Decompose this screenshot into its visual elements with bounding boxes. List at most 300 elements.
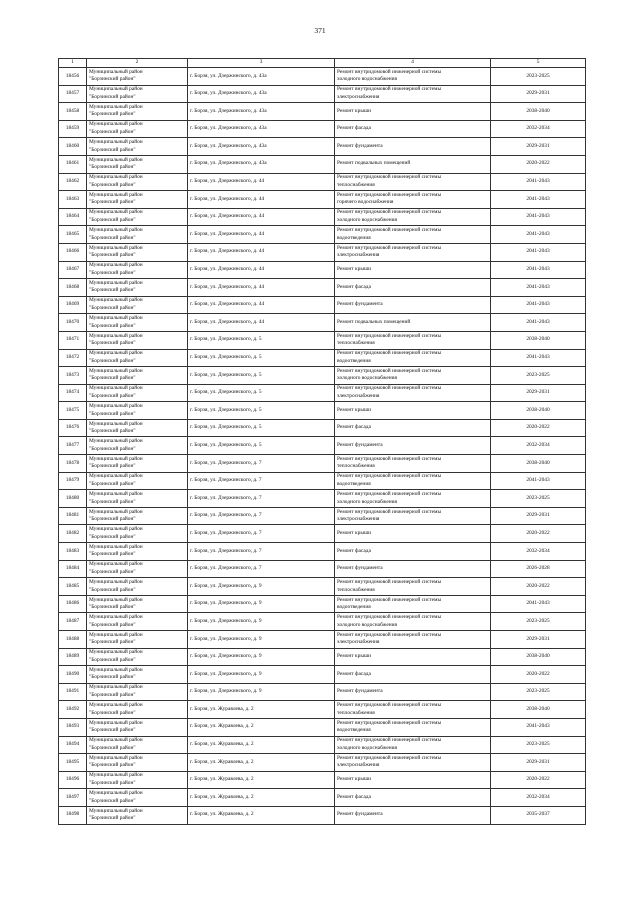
period-cell-text: 2023-2025 — [526, 371, 550, 378]
district-cell-text: Муниципальный район "Борзинский район" — [89, 244, 143, 259]
period-cell — [491, 402, 586, 420]
address-cell-text: г. Борзя, ул. Дзержинского, д. 44 — [190, 283, 265, 290]
address-cell — [188, 595, 335, 613]
address-cell-text: г. Борзя, ул. Журавлева, д. 2 — [190, 741, 254, 748]
period-cell-text: 2020-2022 — [526, 670, 550, 677]
district-cell — [87, 490, 188, 508]
row-number-cell-text: 18473 — [65, 371, 80, 378]
period-cell — [491, 560, 586, 578]
address-cell-text: г. Борзя, ул. Дзержинского, д. 43а — [190, 107, 267, 114]
period-cell — [491, 261, 586, 279]
work-type-cell — [335, 384, 491, 402]
address-cell — [188, 331, 335, 349]
table-row — [59, 155, 586, 173]
period-cell-text: 2020-2022 — [526, 424, 550, 431]
address-cell-text: г. Борзя, ул. Дзержинского, д. 5 — [190, 424, 262, 431]
work-type-cell-text: Ремонт крыши — [337, 406, 371, 413]
address-cell — [188, 806, 335, 824]
table-row — [59, 367, 586, 385]
work-type-cell — [335, 507, 491, 525]
period-cell — [491, 543, 586, 561]
address-cell — [188, 120, 335, 138]
district-cell-text: Муниципальный район "Борзинский район" — [89, 666, 143, 681]
table-row — [59, 68, 586, 86]
work-type-cell — [335, 736, 491, 754]
work-type-cell — [335, 543, 491, 561]
district-cell-text: Муниципальный район "Борзинский район" — [89, 315, 143, 329]
district-cell — [87, 68, 188, 86]
table-row — [59, 525, 586, 543]
work-type-cell-text: Ремонт внутридомовой инженерной системы холодного водоснабжения — [337, 614, 442, 628]
address-cell — [188, 279, 335, 297]
work-type-cell — [335, 683, 491, 701]
address-cell — [188, 754, 335, 772]
row-number-cell-text: 18465 — [65, 230, 80, 237]
address-cell — [188, 419, 335, 437]
period-cell-text: 2041-2043 — [526, 477, 550, 484]
district-cell — [87, 525, 188, 543]
address-cell — [188, 296, 335, 314]
district-cell-text: Муниципальный район "Борзинский район" — [89, 103, 143, 118]
table-row — [59, 103, 586, 121]
row-number-cell — [59, 402, 87, 420]
period-cell-text: 2029-2031 — [526, 635, 550, 642]
period-cell-text: 2038-2040 — [526, 406, 550, 413]
work-type-cell — [335, 226, 491, 244]
row-number-cell-text: 18475 — [65, 406, 80, 413]
address-cell-text: г. Борзя, ул. Журавлева, д. 2 — [190, 758, 254, 765]
district-cell-text: Муниципальный район "Борзинский район" — [89, 702, 143, 716]
address-cell-text: г. Борзя, ул. Дзержинского, д. 44 — [190, 230, 265, 237]
address-cell-text: г. Борзя, ул. Журавлева, д. 2 — [190, 811, 254, 818]
district-cell-text: Муниципальный район "Борзинский район" — [89, 543, 143, 558]
period-cell — [491, 226, 586, 244]
period-cell-text: 2041-2043 — [526, 178, 550, 185]
period-cell-text: 2020-2022 — [526, 529, 550, 536]
period-cell — [491, 789, 586, 807]
address-cell — [188, 789, 335, 807]
address-cell — [188, 437, 335, 455]
district-cell — [87, 384, 188, 402]
district-cell-text: Муниципальный район "Борзинский район" — [89, 262, 143, 276]
district-cell-text: Муниципальный район "Борзинский район" — [89, 174, 143, 188]
work-type-cell-text: Ремонт фасада — [337, 670, 371, 677]
district-cell — [87, 208, 188, 226]
address-cell — [188, 191, 335, 209]
work-type-cell-text: Ремонт внутридомовой инженерной системы электроснабжения — [337, 244, 442, 259]
district-cell-text: Муниципальный район "Борзинский район" — [89, 156, 143, 171]
district-cell-text: Муниципальный район "Борзинский район" — [89, 455, 143, 470]
address-cell — [188, 560, 335, 578]
address-cell — [188, 226, 335, 244]
work-type-cell — [335, 279, 491, 297]
period-cell-text: 2038-2040 — [526, 705, 550, 712]
address-cell — [188, 507, 335, 525]
row-number-cell — [59, 243, 87, 261]
period-cell — [491, 173, 586, 191]
row-number-cell — [59, 138, 87, 156]
row-number-cell — [59, 208, 87, 226]
table-row — [59, 402, 586, 420]
address-cell — [188, 490, 335, 508]
row-number-cell-text: 18477 — [65, 441, 80, 448]
row-number-cell — [59, 279, 87, 297]
table-row — [59, 419, 586, 437]
table-row — [59, 806, 586, 824]
period-cell-text: 2032-2034 — [526, 125, 550, 132]
row-number-cell — [59, 314, 87, 332]
row-number-cell — [59, 437, 87, 455]
period-cell — [491, 771, 586, 789]
address-cell — [188, 384, 335, 402]
work-type-cell-text: Ремонт внутридомовой инженерной системы электроснабжения — [337, 631, 442, 646]
work-type-cell — [335, 314, 491, 332]
row-number-cell-text: 18468 — [65, 283, 80, 290]
row-number-cell-text: 18485 — [65, 582, 80, 589]
period-cell — [491, 243, 586, 261]
period-cell-text: 2026-2028 — [526, 565, 550, 572]
row-number-cell-text: 18483 — [65, 547, 80, 554]
period-cell-text: 2041-2043 — [526, 195, 550, 202]
period-cell-text: 2023-2025 — [526, 688, 550, 695]
row-number-cell — [59, 331, 87, 349]
address-cell-text: г. Борзя, ул. Дзержинского, д. 44 — [190, 248, 265, 255]
table-row — [59, 349, 586, 367]
address-cell-text: г. Борзя, ул. Дзержинского, д. 9 — [190, 670, 262, 677]
work-type-cell-text: Ремонт фасада — [337, 793, 371, 800]
work-type-cell-text: Ремонт крыши — [337, 266, 371, 273]
district-cell-text: Муниципальный район "Борзинский район" — [89, 297, 143, 312]
district-cell — [87, 279, 188, 297]
address-cell — [188, 138, 335, 156]
district-cell — [87, 296, 188, 314]
table-row — [59, 314, 586, 332]
address-cell — [188, 243, 335, 261]
address-cell — [188, 85, 335, 103]
row-number-cell-text: 18467 — [65, 266, 80, 273]
row-number-cell-text: 18470 — [65, 318, 80, 325]
district-cell — [87, 560, 188, 578]
row-number-cell — [59, 718, 87, 736]
table-row — [59, 789, 586, 807]
period-cell — [491, 472, 586, 490]
period-cell-text: 2029-2031 — [526, 389, 550, 396]
work-type-cell-text: Ремонт внутридомовой инженерной системы теплоснабжения — [337, 332, 442, 347]
row-number-cell — [59, 226, 87, 244]
row-number-cell — [59, 525, 87, 543]
work-type-cell — [335, 455, 491, 473]
row-number-cell-text: 18469 — [65, 301, 80, 308]
address-cell-text: г. Борзя, ул. Дзержинского, д. 9 — [190, 600, 262, 607]
row-number-cell-text: 18464 — [65, 213, 80, 220]
row-number-cell-text: 18472 — [65, 354, 80, 360]
work-type-cell — [335, 789, 491, 807]
table-row — [59, 613, 586, 631]
table-row — [59, 718, 586, 736]
district-cell — [87, 806, 188, 824]
row-number-cell-text: 18460 — [65, 142, 80, 149]
table-row — [59, 578, 586, 596]
row-number-cell — [59, 490, 87, 508]
row-number-cell — [59, 666, 87, 684]
work-type-cell-text: Ремонт крыши — [337, 529, 371, 536]
work-type-cell — [335, 666, 491, 684]
district-cell-text: Муниципальный район "Борзинский район" — [89, 420, 143, 435]
table-row — [59, 173, 586, 191]
address-cell-text: г. Борзя, ул. Дзержинского, д. 44 — [190, 301, 265, 308]
address-cell — [188, 613, 335, 631]
district-cell — [87, 789, 188, 807]
work-type-cell — [335, 68, 491, 86]
period-cell-text: 2032-2034 — [526, 547, 550, 554]
address-cell-text: г. Борзя, ул. Дзержинского, д. 7 — [190, 547, 262, 554]
period-cell — [491, 349, 586, 367]
row-number-cell-text: 18484 — [65, 565, 80, 572]
work-type-cell — [335, 771, 491, 789]
work-type-cell — [335, 191, 491, 209]
period-cell — [491, 490, 586, 508]
work-type-cell — [335, 595, 491, 613]
period-cell-text: 2023-2025 — [526, 741, 550, 748]
row-number-cell-text: 18461 — [65, 160, 80, 167]
district-cell-text: Муниципальный район "Борзинский район" — [89, 772, 143, 787]
address-cell — [188, 367, 335, 385]
row-number-cell — [59, 419, 87, 437]
district-cell-text: Муниципальный район "Борзинский район" — [89, 754, 143, 769]
row-number-cell — [59, 507, 87, 525]
address-cell — [188, 103, 335, 121]
work-type-cell — [335, 103, 491, 121]
work-type-cell — [335, 525, 491, 543]
row-number-cell — [59, 261, 87, 279]
district-cell — [87, 367, 188, 385]
row-number-cell — [59, 613, 87, 631]
work-type-cell — [335, 120, 491, 138]
table-row — [59, 507, 586, 525]
work-type-cell — [335, 472, 491, 490]
period-cell — [491, 208, 586, 226]
work-type-cell — [335, 367, 491, 385]
address-cell — [188, 631, 335, 649]
work-type-cell — [335, 718, 491, 736]
district-cell — [87, 331, 188, 349]
district-cell — [87, 402, 188, 420]
period-cell-text: 2029-2031 — [526, 142, 550, 149]
period-cell-text: 2029-2031 — [526, 512, 550, 519]
district-cell — [87, 155, 188, 173]
district-cell — [87, 472, 188, 490]
work-type-cell — [335, 85, 491, 103]
district-cell-text: Муниципальный район "Борзинский район" — [89, 332, 143, 347]
period-cell — [491, 683, 586, 701]
period-cell-text: 2035-2037 — [526, 811, 550, 818]
district-cell-text: Муниципальный район "Борзинский район" — [89, 385, 143, 399]
work-type-cell-text: Ремонт фундамента — [337, 565, 383, 572]
address-cell-text: г. Борзя, ул. Дзержинского, д. 9 — [190, 617, 262, 624]
district-cell-text: Муниципальный район "Борзинский район" — [89, 684, 143, 699]
period-cell-text: 2023-2025 — [526, 72, 550, 79]
column-header: 5 — [491, 59, 586, 68]
address-cell — [188, 666, 335, 684]
district-cell — [87, 120, 188, 138]
row-number-cell-text: 18496 — [65, 776, 80, 783]
period-cell — [491, 419, 586, 437]
row-number-cell-text: 18466 — [65, 248, 80, 255]
address-cell — [188, 701, 335, 719]
period-cell-text: 2020-2022 — [526, 160, 550, 167]
address-cell-text: г. Борзя, ул. Журавлева, д. 2 — [190, 793, 254, 800]
row-number-cell-text: 18493 — [65, 723, 80, 730]
period-cell-text: 2023-2025 — [526, 494, 550, 501]
row-number-cell — [59, 789, 87, 807]
row-number-cell — [59, 85, 87, 103]
row-number-cell-text: 18463 — [65, 195, 80, 202]
address-cell — [188, 543, 335, 561]
period-cell-text: 2029-2031 — [526, 90, 550, 97]
district-cell — [87, 543, 188, 561]
address-cell-text: г. Борзя, ул. Дзержинского, д. 7 — [190, 494, 262, 501]
row-number-cell-text: 18462 — [65, 178, 80, 185]
period-cell-text: 2038-2040 — [526, 107, 550, 114]
work-type-cell — [335, 437, 491, 455]
address-cell — [188, 648, 335, 666]
row-number-cell-text: 18488 — [65, 635, 80, 642]
period-cell — [491, 718, 586, 736]
table-row — [59, 85, 586, 103]
address-cell — [188, 525, 335, 543]
table-row — [59, 243, 586, 261]
work-type-cell-text: Ремонт внутридомовой инженерной системы холодного водоснабжения — [337, 68, 442, 83]
address-cell — [188, 155, 335, 173]
work-type-cell — [335, 261, 491, 279]
period-cell-text: 2032-2034 — [526, 441, 550, 448]
address-cell-text: г. Борзя, ул. Дзержинского, д. 44 — [190, 213, 265, 220]
district-cell — [87, 754, 188, 772]
period-cell — [491, 68, 586, 86]
address-cell — [188, 349, 335, 367]
address-cell — [188, 718, 335, 736]
table-row — [59, 648, 586, 666]
district-cell-text: Муниципальный район "Борзинский район" — [89, 86, 143, 100]
address-cell-text: г. Борзя, ул. Журавлева, д. 2 — [190, 723, 254, 730]
work-type-cell-text: Ремонт внутридомовой инженерной системы горячего водоснабжения — [337, 191, 442, 206]
table-row — [59, 296, 586, 314]
row-number-cell — [59, 754, 87, 772]
table-row — [59, 208, 586, 226]
row-number-cell-text: 18494 — [65, 741, 80, 748]
row-number-cell-text: 18498 — [65, 811, 80, 818]
district-cell-text: Муниципальный район "Борзинский район" — [89, 737, 143, 751]
address-cell-text: г. Борзя, ул. Дзержинского, д. 44 — [190, 318, 265, 325]
table-row — [59, 490, 586, 508]
row-number-cell-text: 18476 — [65, 424, 80, 431]
work-type-cell-text: Ремонт фасада — [337, 424, 371, 431]
period-cell — [491, 331, 586, 349]
period-cell-text: 2041-2043 — [526, 230, 550, 237]
district-cell — [87, 226, 188, 244]
period-cell-text: 2041-2043 — [526, 301, 550, 308]
district-cell — [87, 736, 188, 754]
period-cell-text: 2023-2025 — [526, 617, 550, 624]
address-cell-text: г. Борзя, ул. Дзержинского, д. 7 — [190, 512, 262, 519]
work-type-cell-text: Ремонт крыши — [337, 776, 371, 783]
address-cell-text: г. Борзя, ул. Дзержинского, д. 44 — [190, 266, 265, 273]
column-header: 2 — [87, 59, 188, 68]
address-cell-text: г. Борзя, ул. Дзержинского, д. 5 — [190, 336, 262, 343]
row-number-cell — [59, 701, 87, 719]
period-cell — [491, 367, 586, 385]
work-type-cell — [335, 155, 491, 173]
row-number-cell — [59, 173, 87, 191]
table-row — [59, 683, 586, 701]
address-cell — [188, 771, 335, 789]
table-row — [59, 279, 586, 297]
district-cell-text: Муниципальный район "Борзинский район" — [89, 649, 143, 663]
district-cell-text: Муниципальный район "Борзинский район" — [89, 473, 143, 487]
period-cell — [491, 754, 586, 772]
repair-schedule-table — [58, 58, 586, 825]
row-number-cell-text: 18486 — [65, 600, 80, 607]
address-cell-text: г. Борзя, ул. Дзержинского, д. 9 — [190, 635, 262, 642]
period-cell-text: 2038-2040 — [526, 653, 550, 660]
row-number-cell-text: 18495 — [65, 758, 80, 765]
period-cell-text: 2038-2040 — [526, 336, 550, 343]
work-type-cell-text: Ремонт внутридомовой инженерной системы водоотведения — [337, 227, 442, 241]
work-type-cell — [335, 419, 491, 437]
period-cell — [491, 507, 586, 525]
district-cell — [87, 683, 188, 701]
district-cell — [87, 648, 188, 666]
address-cell-text: г. Борзя, ул. Дзержинского, д. 5 — [190, 389, 262, 396]
work-type-cell-text: Ремонт фундамента — [337, 142, 383, 149]
row-number-cell-text: 18481 — [65, 512, 80, 519]
period-cell — [491, 279, 586, 297]
address-cell-text: г. Борзя, ул. Дзержинского, д. 44 — [190, 178, 265, 185]
district-cell-text: Муниципальный район "Борзинский район" — [89, 139, 143, 153]
work-type-cell — [335, 243, 491, 261]
address-cell-text: г. Борзя, ул. Дзержинского, д. 5 — [190, 371, 262, 378]
period-cell — [491, 85, 586, 103]
column-header: 1 — [59, 59, 87, 68]
row-number-cell-text: 18458 — [65, 107, 80, 114]
district-cell — [87, 631, 188, 649]
work-type-cell-text: Ремонт фундамента — [337, 301, 383, 308]
row-number-cell-text: 18490 — [65, 670, 80, 677]
row-number-cell-text: 18497 — [65, 793, 80, 800]
district-cell-text: Муниципальный район "Борзинский район" — [89, 279, 143, 294]
address-cell-text: г. Борзя, ул. Журавлева, д. 2 — [190, 705, 254, 712]
row-number-cell-text: 18479 — [65, 477, 80, 484]
period-cell-text: 2020-2022 — [526, 582, 550, 589]
district-cell-text: Муниципальный район "Борзинский район" — [89, 367, 143, 382]
table-row — [59, 543, 586, 561]
table-row — [59, 226, 586, 244]
row-number-cell-text: 18492 — [65, 705, 80, 712]
row-number-cell — [59, 349, 87, 367]
district-cell — [87, 701, 188, 719]
period-cell — [491, 155, 586, 173]
work-type-cell — [335, 754, 491, 772]
district-cell — [87, 613, 188, 631]
period-cell-text: 2041-2043 — [526, 213, 550, 220]
work-type-cell — [335, 578, 491, 596]
table-row — [59, 666, 586, 684]
row-number-cell-text: 18478 — [65, 459, 80, 466]
work-type-cell-text: Ремонт фасада — [337, 125, 371, 132]
district-cell-text: Муниципальный район "Борзинский район" — [89, 561, 143, 575]
work-type-cell-text: Ремонт внутридомовой инженерной системы водоотведения — [337, 596, 442, 611]
district-cell — [87, 243, 188, 261]
